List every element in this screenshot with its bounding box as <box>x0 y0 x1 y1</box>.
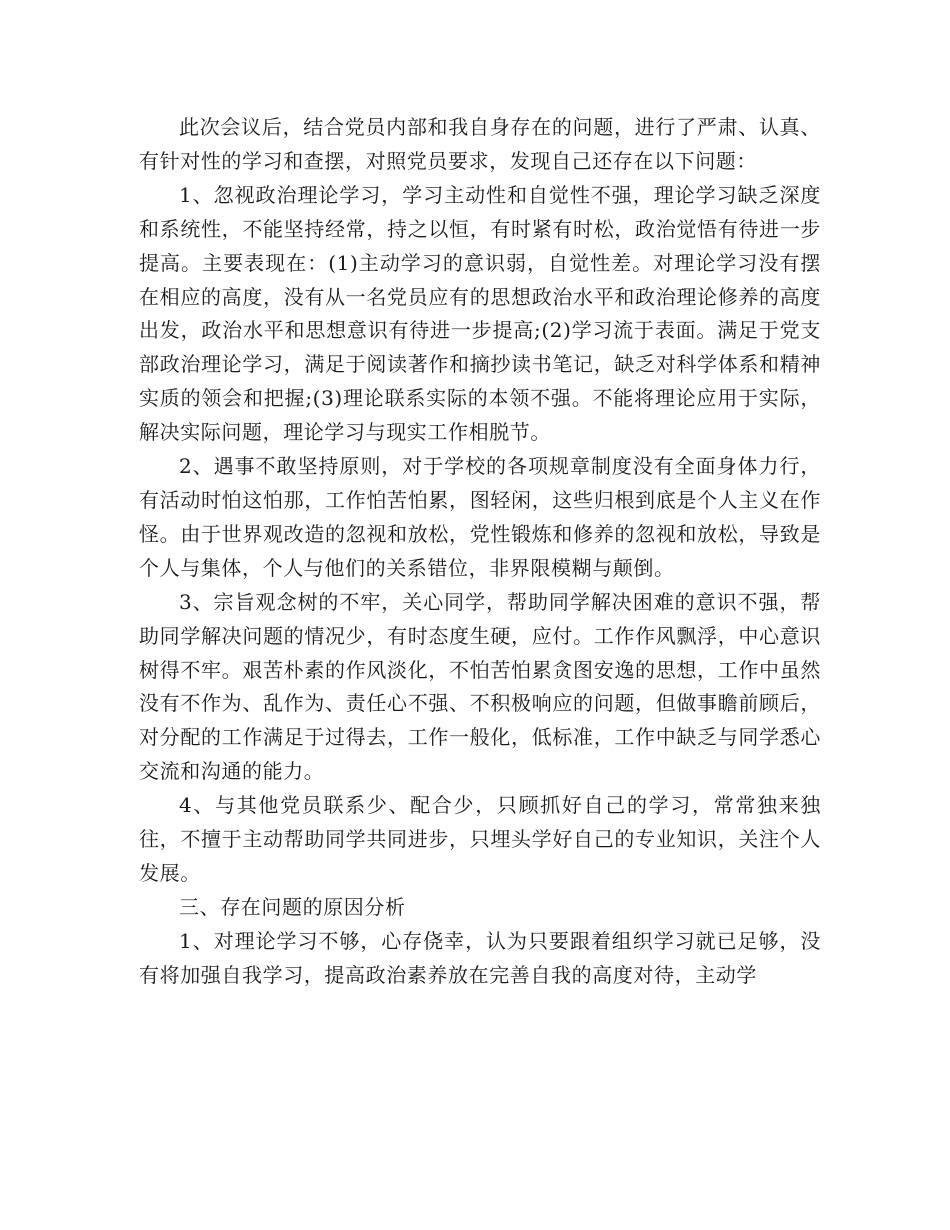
document-page <box>139 111 821 993</box>
paragraph-issue-1: 1、忽视政治理论学习，学习主动性和自觉性不强，理论学习缺乏深度和系统性，不能坚持经常，持之以恒，有时紧有时松，政治觉悟有待进一步提高。主要表现在：(1)主动学习的意识弱，自觉性差。对理论学习没有摆在相应的高度，没有从一名党员应有的思想政治水平和政治理论修养的高度出发，政治水平和思想意识有待进一步提高;(2)学习流于表面。满足于党支部政治理论学习，满足于阅读著作和摘抄读书笔记，缺乏对科学体系和精神实质的领会和把握;(3)理论联系实际的本领不强。不能将理论应用于实际，解决实际问题，理论学习与现实工作相脱节。 <box>139 182 821 445</box>
section-heading-cause-analysis: 三、存在问题的原因分析 <box>179 894 406 919</box>
paragraph-issue-3: 3、宗旨观念树的不牢，关心同学，帮助同学解决困难的意识不强，帮助同学解决问题的情况少，有时态度生硬，应付。工作作风飘浮，中心意识树得不牢。艰苦朴素的作风淡化，不怕苦怕累贪图安逸的思想，工作中虽然没有不作为、乱作为、责任心不强、不积极响应的问题，但做事瞻前顾后，对分配的工作满足于过得去，工作一般化，低标准，工作中缺乏与同学悉心交流和沟通的能力。 <box>139 589 821 784</box>
paragraph-intro: 此次会议后，结合党员内部和我自身存在的问题，进行了严肃、认真、有针对性的学习和查摆，对照党员要求，发现自己还存在以下问题： <box>139 115 821 173</box>
paragraph-cause-1: 1、对理论学习不够，心存侥幸，认为只要跟着组织学习就已足够，没有将加强自我学习，提高政治素养放在完善自我的高度对待，主动学 <box>139 928 821 987</box>
paragraph-issue-4: 4、与其他党员联系少、配合少，只顾抓好自己的学习，常常独来独往，不擅于主动帮助同学共同进步，只埋头学好自己的专业知识，关注个人发展。 <box>139 793 821 885</box>
paragraph-issue-2: 2、遇事不敢坚持原则，对于学校的各项规章制度没有全面身体力行，有活动时怕这怕那，工作怕苦怕累，图轻闲，这些归根到底是个人主义在作怪。由于世界观改造的忽视和放松，党性锻炼和修养的忽视和放松，导致是个人与集体，个人与他们的关系错位，非界限模糊与颠倒。 <box>139 454 821 580</box>
